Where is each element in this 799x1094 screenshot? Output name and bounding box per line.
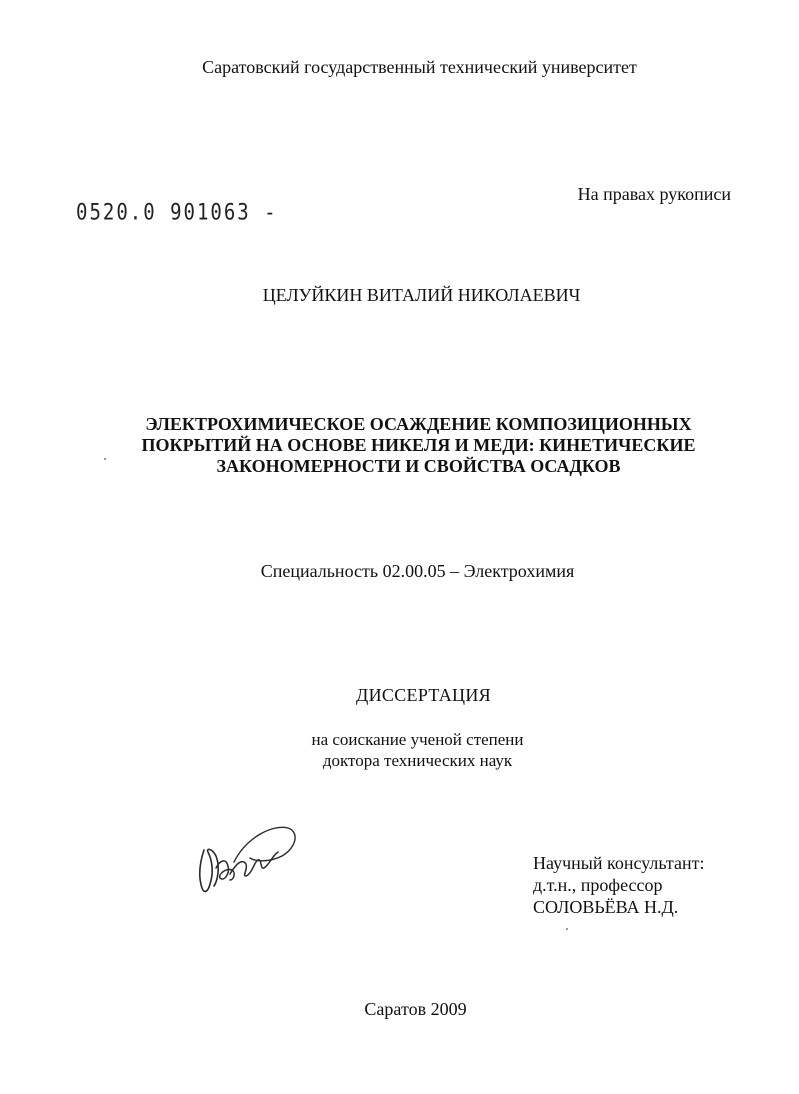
author-name: ЦЕЛУЙКИН ВИТАЛИЙ НИКОЛАЕВИЧ <box>262 285 581 305</box>
city-year: Саратов 2009 <box>364 999 467 1019</box>
consultant-name: СОЛОВЬЁВА Н.Д. <box>533 897 679 917</box>
title-line: ЗАКОНОМЕРНОСТИ И СВОЙСТВА ОСАДКОВ <box>216 456 621 476</box>
scan-speck <box>104 458 106 460</box>
consultant-credentials: д.т.н., профессор <box>533 875 663 895</box>
scan-speck <box>566 928 568 930</box>
dissertation-title <box>0 414 799 477</box>
registry-number-stamp: 0520.0 901063 - <box>76 200 278 226</box>
document-type: ДИССЕРТАЦИЯ <box>356 685 491 705</box>
rights-notice: На правах рукописи <box>577 184 731 204</box>
specialty: Специальность 02.00.05 – Электрохимия <box>260 561 575 581</box>
degree-line-2: доктора технических наук <box>322 751 513 770</box>
consultant-label: Научный консультант: <box>533 853 705 873</box>
handwritten-signature-icon <box>190 818 310 898</box>
title-line: ПОКРЫТИЙ НА ОСНОВЕ НИКЕЛЯ И МЕДИ: КИНЕТИЧЕСКИЕ <box>141 435 696 455</box>
degree-line-1: на соискание ученой степени <box>311 730 524 749</box>
title-line: ЭЛЕКТРОХИМИЧЕСКОЕ ОСАЖДЕНИЕ КОМПОЗИЦИОННЫХ <box>145 414 692 434</box>
university-name: Саратовский государственный технический университет <box>202 57 637 77</box>
scientific-consultant <box>533 852 705 918</box>
